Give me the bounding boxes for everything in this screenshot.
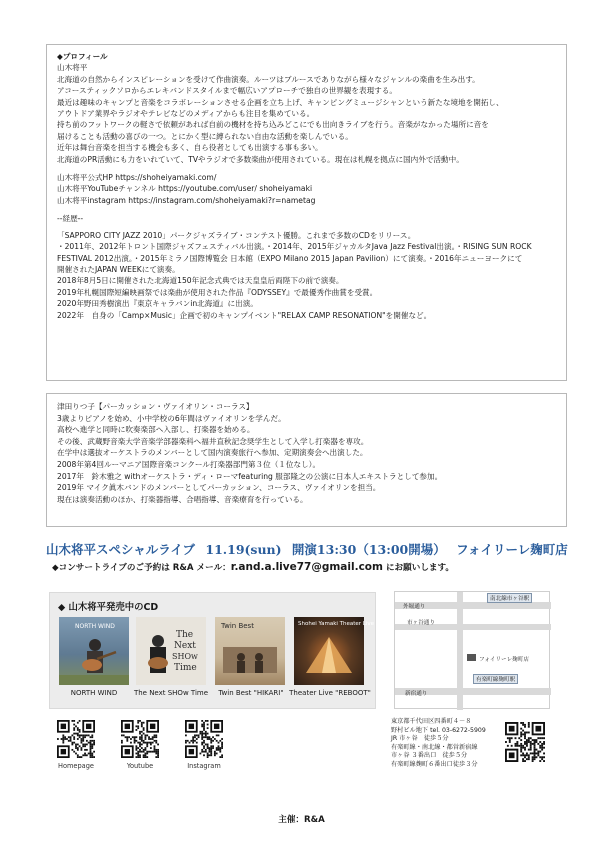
cd-cover-title: NORTH WIND bbox=[75, 623, 115, 630]
live-venue: フォイリーレ麹町店 bbox=[456, 542, 568, 557]
tsuda-line: 現在は演奏活動のほか、打楽器指導、合唱指導、音楽療育を行っている。 bbox=[57, 494, 308, 504]
sponsor: 主催：R&A bbox=[278, 815, 325, 825]
qr-label-youtube: Youtube bbox=[126, 762, 154, 770]
address-line: 有楽町線・南北線・都営新宿線 bbox=[391, 743, 478, 751]
guitarist-figure-icon bbox=[136, 617, 206, 685]
tsuda-line: 2019年 マイク眞木バンドのメンバーとしてパーカッション、コーラス、ヴァイオリンを担当。 bbox=[57, 483, 381, 493]
reservation-prefix: ◆コンサートライブのご予約は R&A メール： bbox=[52, 563, 231, 573]
career-line: ・2011年、2012年トロント国際ジャズフェスティバル出演。・2014年、2015年ジャカルタJava Jazz Festival出演。・RISING SUN ROCK bbox=[57, 242, 532, 252]
cd-cover-title: Shohei Yamaki Theater Live bbox=[298, 621, 375, 627]
venue-map bbox=[394, 591, 550, 709]
bio-line: 持ち前のフットワークの軽さで依頼があれば自前の機材を持ち込みどこにでも出向きライブを行う。音楽がなかった場所に音を bbox=[57, 120, 489, 130]
career-line: 2022年 自身の「Camp×Music」企画で初のキャンプイベント"RELAX CAMP RESONATION"を開催など。 bbox=[57, 310, 432, 320]
cd-cover-reboot bbox=[294, 617, 375, 685]
profile-links bbox=[57, 172, 556, 206]
address-line: 有楽町線麹町６番出口徒歩３分 bbox=[391, 760, 478, 768]
profile-bio bbox=[57, 74, 556, 165]
tsuda-line: その後、武蔵野音楽大学音楽学部器楽科へ福井直秋記念奨学生として入学し打楽器を専攻。 bbox=[57, 436, 369, 446]
reservation-email[interactable]: r.and.a.live77@gmail.com bbox=[230, 561, 383, 573]
youtube-channel-link[interactable]: 山木将平YouTubeチャンネル https://youtube.com/user/ shoheiyamaki bbox=[57, 184, 313, 194]
career-line: 開催されたJAPAN WEEKにて演奏。 bbox=[57, 264, 180, 274]
cd-label-north-wind: NORTH WIND bbox=[70, 689, 118, 697]
career-line: FESTIVAL 2012出演。・2015年ミラノ国際博覧会 日本館（EXPO Milano 2015 Japan Pavilion）にて演奏。・2016年ニューヨークにて bbox=[57, 253, 523, 263]
map-label-ichigaya: 市ヶ谷通り bbox=[407, 620, 435, 626]
career-line: 2018年8月5日に開催された北海道150年記念式典では天皇皇后両陛下の前で演奏。 bbox=[57, 276, 344, 286]
cd-panel-title: ◆ 山木将平発売中のCD bbox=[58, 602, 159, 613]
svg-text:Next: Next bbox=[174, 641, 196, 651]
map-qr-icon[interactable] bbox=[505, 722, 545, 762]
career-list bbox=[57, 230, 556, 321]
career-line: 2019年札幌国際短編映画祭では楽曲が使用された作品『ODYSSEY』で最優秀作曲賞を受賞。 bbox=[57, 287, 378, 297]
tsuda-line: 2008年第4回ルーマニア国際音楽コンクール打楽器部門第３位（１位なし）。 bbox=[57, 459, 321, 469]
homepage-qr-icon[interactable] bbox=[57, 720, 95, 758]
instagram-link[interactable]: 山木将平instagram https://instagram.com/shoheiyamaki?r=nametag bbox=[57, 195, 316, 205]
address-line: 東京都千代田区四番町４－８ bbox=[391, 718, 472, 725]
artist-name: 山木将平 bbox=[57, 63, 88, 73]
tsuda-line: 高校へ進学と同時に吹奏楽部へ入部し、打楽器を始める。 bbox=[57, 425, 255, 435]
tsuda-profile-section bbox=[46, 393, 567, 527]
profile-heading: ◆プロフィール bbox=[57, 52, 108, 61]
tsuda-line: 2017年 鈴木雅之 withオーケストラ・ディ・ローマfeaturing 服部隆之の公演に日本人エキストラとして参加。 bbox=[57, 471, 443, 481]
cd-panel bbox=[49, 592, 376, 709]
venue-address bbox=[391, 718, 486, 770]
cd-label-next-show-time: The Next SHOw Time bbox=[133, 689, 209, 697]
cd-label-reboot: Theater Live "REBOOT" bbox=[289, 689, 371, 697]
address-line: JR 市ヶ谷 徒歩５分 bbox=[391, 735, 449, 743]
instagram-qr-icon[interactable] bbox=[185, 720, 223, 758]
map-station-kojimachi: 有楽町線麹町駅 bbox=[473, 674, 518, 684]
cd-cover-twin-best bbox=[215, 617, 285, 685]
bio-line: 最近は趣味のキャンプと音楽をコラボレーションさせる企画を立ち上げ、キャンピングミュージシャンという新たな境地を開拓し、 bbox=[57, 97, 504, 107]
svg-text:The: The bbox=[176, 630, 194, 640]
live-date: 11.19(sun) bbox=[205, 542, 282, 557]
bio-line: アコースティックソロからエレキバンドスタイルまで幅広いアプローチで独自の世界観を表現する。 bbox=[57, 86, 397, 96]
tsuda-heading: 津田りつ子【パーカッション・ヴァイオリン・コーラス】 bbox=[57, 402, 254, 411]
cd-cover-title: Twin Best bbox=[221, 622, 254, 630]
map-venue-marker-icon bbox=[467, 654, 476, 661]
bio-line: アウトドア業界やラジオやテレビなどのメディアからも注目を集めている。 bbox=[57, 109, 315, 119]
cd-label-twin-best: Twin Best "HIKARI" bbox=[218, 689, 284, 697]
map-label-shinjuku: 新宿通り bbox=[405, 691, 428, 697]
tsuda-line: 在学中は選抜オーケストラのメンバーとして国内演奏旅行へ参加、定期演奏会へ出演した。 bbox=[57, 448, 368, 458]
guitarist-figure-icon bbox=[59, 617, 129, 685]
map-station-nanboku: 南北線市ヶ谷駅 bbox=[487, 593, 532, 603]
live-time: 開演13:30（13:00開場） bbox=[291, 542, 446, 557]
profile-section bbox=[46, 44, 567, 381]
tent-scene-icon bbox=[294, 617, 364, 685]
stage-scene-icon bbox=[215, 617, 285, 685]
qr-label-instagram: Instagram bbox=[187, 762, 221, 770]
youtube-qr-icon[interactable] bbox=[121, 720, 159, 758]
map-label-sotobori: 外堀通り bbox=[403, 604, 426, 610]
bio-line: 近年は舞台音楽を担当する機会も多く、自ら役者としても出演する事も多い。 bbox=[57, 143, 323, 153]
cd-cover-next-show-time bbox=[136, 617, 206, 685]
map-label-venue: フォイリーレ麹町店 bbox=[479, 657, 529, 663]
reservation-suffix: にお願いします。 bbox=[382, 563, 455, 573]
svg-text:Time: Time bbox=[174, 663, 197, 673]
tsuda-line: 3歳よりピアノを始め、小中学校の6年間はヴァイオリンを学んだ。 bbox=[57, 413, 286, 423]
qr-label-homepage: Homepage bbox=[58, 762, 94, 770]
bio-line: 北海道のPR活動にも力をいれていて、TVやラジオで多数楽曲が使用されている。現在は札幌を拠点に国内外で活動中。 bbox=[57, 154, 464, 164]
live-event-title bbox=[46, 540, 567, 558]
address-line: 野村ビル地下 tel. 03-6272-5909 bbox=[391, 726, 486, 734]
live-name: 山木将平スペシャルライブ bbox=[46, 542, 196, 557]
bio-line: 北海道の自然からインスピレーションを受けて作曲演奏。ルーツはブルースでありながら様々なジャンルの楽曲を生み出す。 bbox=[57, 74, 480, 84]
address-line: 市ヶ谷 ３番出口 徒歩５分 bbox=[391, 752, 468, 760]
cd-cover-north-wind bbox=[59, 617, 129, 685]
bio-line: 届けることも活動の喜びの一つ。とにかく型に縛られない自由な活動を楽しんでいる。 bbox=[57, 131, 353, 141]
career-line: 2020年野田秀樹演出『東京キャラバンin北海道』に出演。 bbox=[57, 299, 258, 309]
career-heading: --経歴-- bbox=[57, 214, 84, 224]
official-site-link[interactable]: 山木将平公式HP https://shoheiyamaki.com/ bbox=[57, 173, 217, 183]
career-line: 「SAPPORO CITY JAZZ 2010」パークジャズライブ・コンテスト優勝。これまで多数のCDをリリース。 bbox=[57, 230, 416, 240]
svg-text:SHOw: SHOw bbox=[172, 652, 198, 661]
reservation-line bbox=[52, 561, 454, 573]
